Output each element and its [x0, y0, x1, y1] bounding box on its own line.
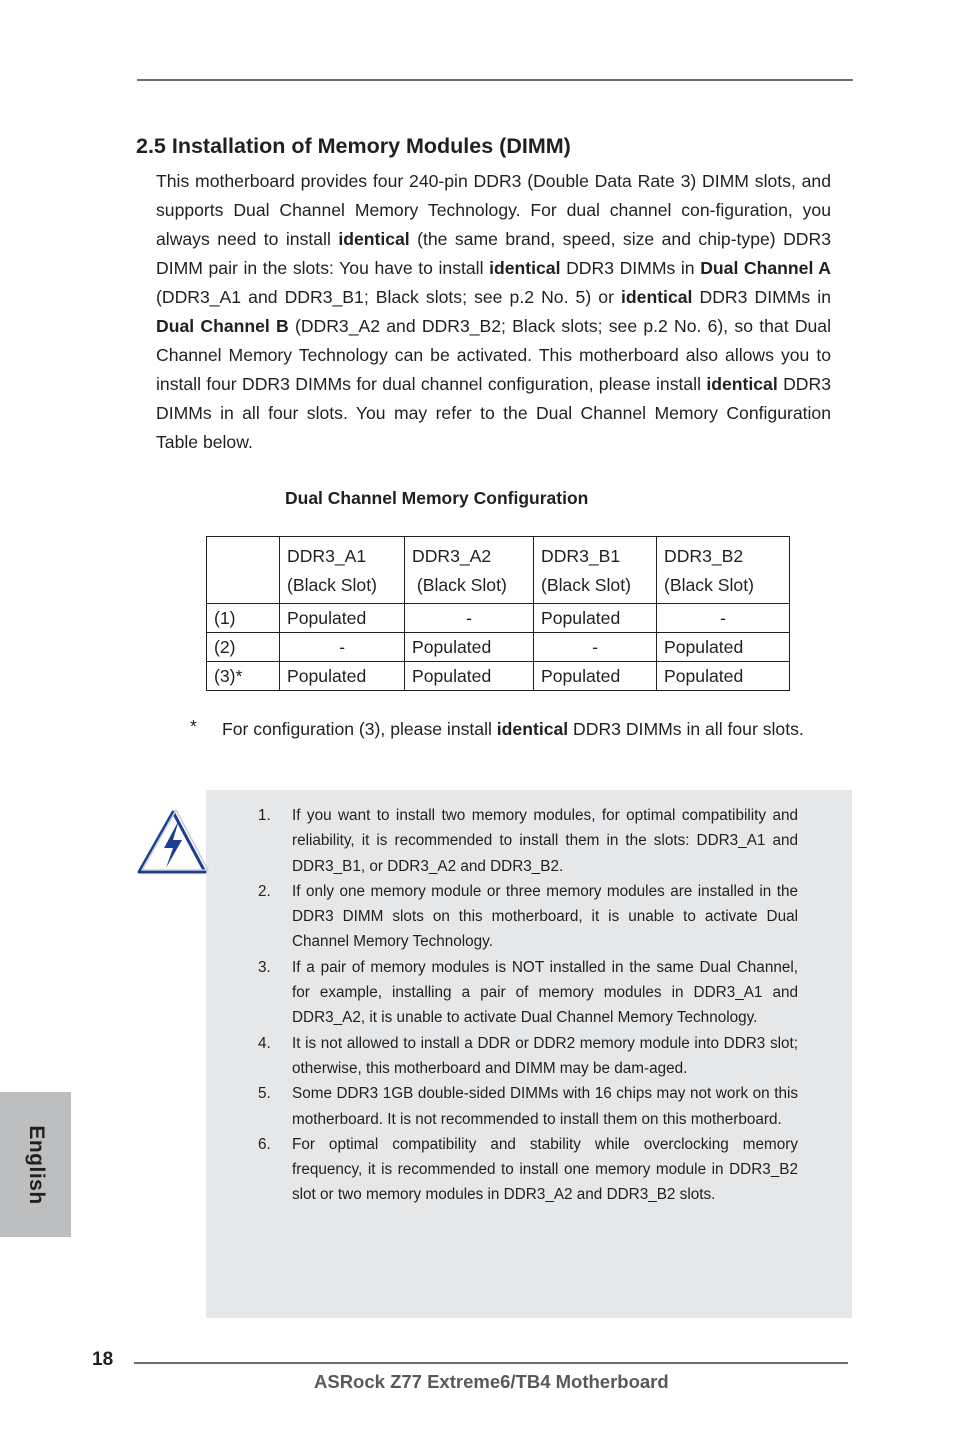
header-cell: DDR3_A2 (Black Slot): [405, 537, 534, 604]
table-row: [207, 662, 790, 691]
header-cell: DDR3_B1 (Black Slot): [534, 537, 657, 604]
table-cell: -: [534, 633, 657, 662]
table-cell: Populated: [405, 633, 534, 662]
header-cell: DDR3_A1 (Black Slot): [280, 537, 405, 604]
list-item: 4. It is not allowed to install a DDR or DDR2 memory module into DDR3 slot; otherwise, this motherboard and DIMM may be dam-aged.: [258, 1034, 798, 1077]
language-tab-label: English: [24, 1124, 48, 1205]
footnote: For configuration (3), please install identical DDR3 DIMMs in all four slots.: [222, 719, 804, 739]
top-rule: [137, 79, 853, 81]
table-caption: Dual Channel Memory Configuration: [285, 488, 589, 508]
bottom-rule: [134, 1362, 848, 1364]
footer-title: ASRock Z77 Extreme6/TB4 Motherboard: [314, 1371, 669, 1392]
table-corner-cell: [207, 537, 280, 604]
intro-paragraph: This motherboard provides four 240-pin DDR3 (Double Data Rate 3) DIMM slots, and supports Dual Channel Memory Technology. For dual channel con-figuration, you always need to install identical (the same brand, speed, size and chip-type) DDR3 DIMM pair in the slots: You have to install identical DDR3 DIMMs in Dual Channel A (DDR3_A1 and DDR3_B1; Black slots; see p.2 No. 5) or identical DDR3 DIMMs in Dual Channel B (DDR3_A2 and DDR3_B2; Black slots; see p.2 No. 6), so that Dual Channel Memory Technology can be activated. This motherboard also allows you to install four DDR3 DIMMs for dual channel configuration, please install identical DDR3 DIMMs in all four slots. You may refer to the Dual Channel Memory Configuration Table below.: [156, 171, 832, 452]
table-cell: Populated: [534, 604, 657, 633]
table-row: [207, 604, 790, 633]
list-item: 1. If you want to install two memory modules, for optimal compatibility and reliability, it is recommended to install them in the slots: DDR3_A1 and DDR3_B1, or DDR3_A2 and DDR3_B2.: [258, 807, 798, 875]
header-cell: DDR3_B2 (Black Slot): [657, 537, 790, 604]
table-cell: Populated: [657, 662, 790, 691]
table-cell: Populated: [280, 604, 405, 633]
row-label: (3)*: [207, 662, 280, 691]
memory-config-table: [206, 536, 790, 691]
notes-list: [258, 803, 798, 1208]
table-cell: Populated: [534, 662, 657, 691]
table-row: [207, 633, 790, 662]
warning-lightning-icon: [135, 806, 209, 878]
table-cell: -: [657, 604, 790, 633]
list-item: 5. Some DDR3 1GB double-sided DIMMs with 16 chips may not work on this motherboard. It is not recommended to install them on this motherboard.: [258, 1085, 798, 1128]
table-header-row: [207, 537, 790, 604]
list-item: 3. If a pair of memory modules is NOT installed in the same Dual Channel, for example, installing a pair of memory modules in DDR3_A1 and DDR3_A2, it is unable to activate Dual Channel Memory Technology.: [258, 958, 798, 1027]
language-tab: [0, 1092, 71, 1237]
table-cell: -: [280, 633, 405, 662]
row-label: (2): [207, 633, 280, 662]
list-item: 6. For optimal compatibility and stability while overclocking memory frequency, it is recommended to install one memory module in DDR3_B2 slot or two memory modules in DDR3_A2 and DDR3_B2 slots.: [258, 1135, 798, 1204]
section-title: 2.5 Installation of Memory Modules (DIMM): [136, 134, 571, 158]
table-cell: Populated: [280, 662, 405, 691]
row-label: (1): [207, 604, 280, 633]
table-cell: -: [405, 604, 534, 633]
footnote-mark: *: [190, 716, 197, 736]
page-number: 18: [92, 1349, 114, 1370]
table-cell: Populated: [405, 662, 534, 691]
table-cell: Populated: [657, 633, 790, 662]
list-item: 2. If only one memory module or three memory modules are installed in the DDR3 DIMM slots on this motherboard, it is unable to activate Dual Channel Memory Technology.: [258, 882, 798, 951]
